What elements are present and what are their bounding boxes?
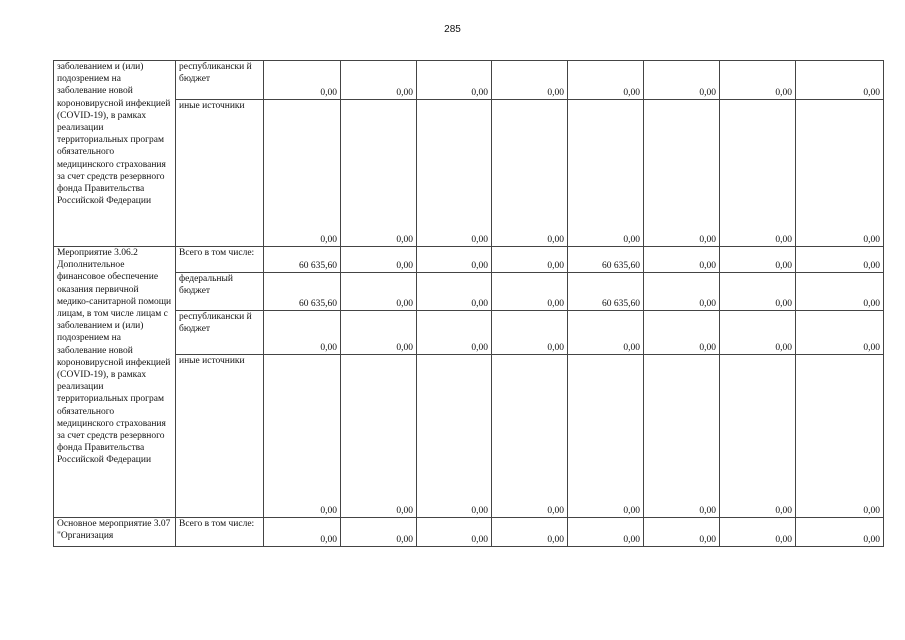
page-number: 285 [444, 24, 461, 35]
amount-cell: 0,00 [796, 273, 884, 311]
table-row [54, 311, 884, 355]
amount-cell: 0,00 [264, 355, 341, 518]
amount-cell: 0,00 [720, 247, 796, 273]
amount-cell: 0,00 [796, 355, 884, 518]
amount-cell: 0,00 [341, 100, 417, 247]
amount-cell: 0,00 [492, 61, 568, 100]
funding-source-cell: Всего в том числе: [176, 247, 264, 273]
funding-source-cell: республикански й бюджет [176, 311, 264, 355]
activity-name-cell: Мероприятие 3.06.2 Дополнительное финансовое обеспечение оказания первичной медико-санитарной помощи лицам, в том числе лицам с заболеванием и (или) подозрением на заболевание новой короновирусной инфекцией (COVID-19), в рамках реализации территориальных програм обязательного медицинского страхования за счет средств резервного фонда Правительства Российской Федерации [54, 247, 176, 518]
table-row [54, 273, 884, 311]
amount-cell: 0,00 [644, 100, 720, 247]
amount-cell: 0,00 [568, 100, 644, 247]
funding-source-cell: республикански й бюджет [176, 61, 264, 100]
budget-table [53, 60, 884, 547]
table-row [54, 247, 884, 273]
amount-cell: 0,00 [796, 518, 884, 547]
amount-cell: 0,00 [492, 273, 568, 311]
amount-cell: 0,00 [341, 311, 417, 355]
amount-cell: 60 635,60 [568, 247, 644, 273]
amount-cell: 0,00 [341, 247, 417, 273]
amount-cell: 0,00 [492, 100, 568, 247]
amount-cell: 0,00 [264, 311, 341, 355]
amount-cell: 0,00 [720, 100, 796, 247]
amount-cell: 0,00 [492, 311, 568, 355]
amount-cell: 0,00 [417, 355, 492, 518]
amount-cell: 0,00 [568, 355, 644, 518]
amount-cell: 0,00 [720, 273, 796, 311]
amount-cell: 0,00 [341, 61, 417, 100]
table-row [54, 518, 884, 547]
amount-cell: 0,00 [720, 61, 796, 100]
amount-cell: 0,00 [264, 61, 341, 100]
amount-cell: 0,00 [568, 61, 644, 100]
amount-cell: 0,00 [492, 518, 568, 547]
amount-cell: 0,00 [264, 518, 341, 547]
amount-cell: 0,00 [341, 355, 417, 518]
amount-cell: 0,00 [341, 273, 417, 311]
amount-cell: 0,00 [264, 100, 341, 247]
amount-cell: 60 635,60 [264, 247, 341, 273]
funding-source-cell: иные источники [176, 355, 264, 518]
amount-cell: 0,00 [492, 355, 568, 518]
amount-cell: 0,00 [796, 61, 884, 100]
amount-cell: 0,00 [644, 247, 720, 273]
amount-cell: 0,00 [644, 273, 720, 311]
amount-cell: 0,00 [644, 355, 720, 518]
amount-cell: 0,00 [417, 311, 492, 355]
amount-cell: 0,00 [644, 61, 720, 100]
amount-cell: 0,00 [644, 518, 720, 547]
funding-source-cell: федеральный бюджет [176, 273, 264, 311]
amount-cell: 0,00 [417, 61, 492, 100]
amount-cell: 0,00 [492, 247, 568, 273]
amount-cell: 0,00 [796, 247, 884, 273]
amount-cell: 0,00 [568, 311, 644, 355]
table-row [54, 100, 884, 247]
amount-cell: 0,00 [796, 100, 884, 247]
activity-name-cell: заболеванием и (или) подозрением на заболевание новой короновирусной инфекцией (COVID-19), в рамках реализации территориальных програм обязательного медицинского страхования за счет средств резервного фонда Правительства Российской Федерации [54, 61, 176, 247]
funding-source-cell: Всего в том числе: [176, 518, 264, 547]
amount-cell: 0,00 [720, 355, 796, 518]
amount-cell: 0,00 [417, 100, 492, 247]
amount-cell: 0,00 [417, 247, 492, 273]
amount-cell: 0,00 [417, 273, 492, 311]
amount-cell: 0,00 [568, 518, 644, 547]
table-row [54, 355, 884, 518]
amount-cell: 0,00 [644, 311, 720, 355]
amount-cell: 0,00 [341, 518, 417, 547]
table-row [54, 61, 884, 100]
amount-cell: 0,00 [720, 311, 796, 355]
amount-cell: 60 635,60 [568, 273, 644, 311]
amount-cell: 60 635,60 [264, 273, 341, 311]
amount-cell: 0,00 [796, 311, 884, 355]
amount-cell: 0,00 [417, 518, 492, 547]
amount-cell: 0,00 [720, 518, 796, 547]
funding-source-cell: иные источники [176, 100, 264, 247]
activity-name-cell: Основное мероприятие 3.07 "Организация [54, 518, 176, 547]
